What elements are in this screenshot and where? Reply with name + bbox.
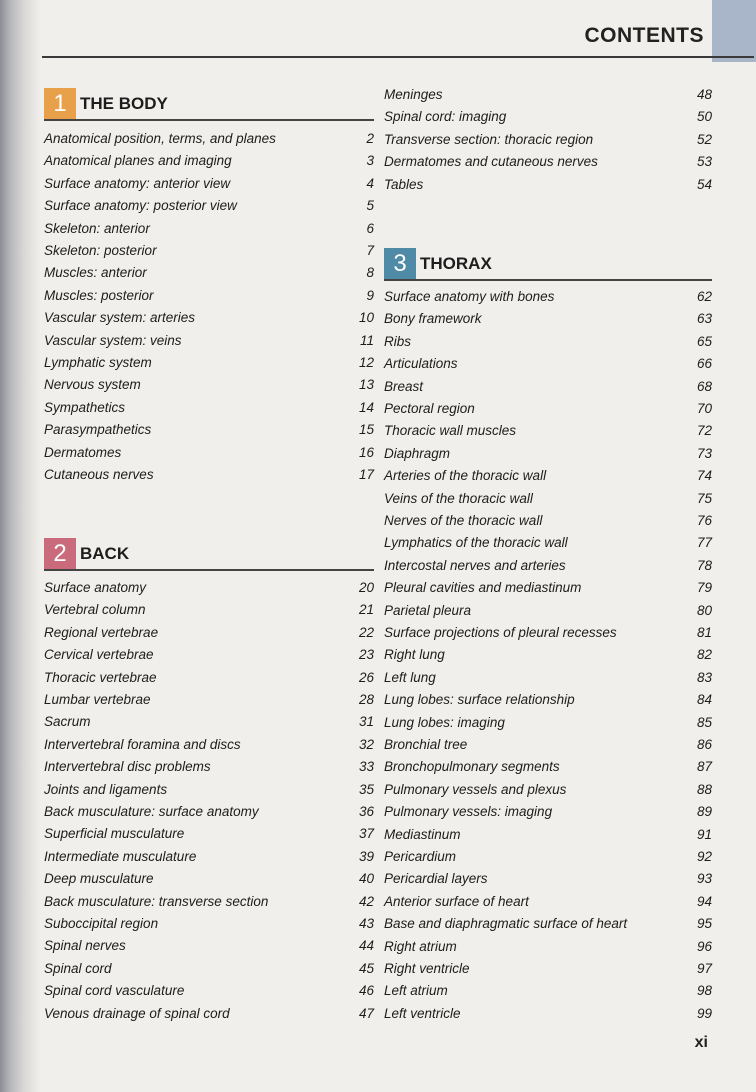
toc-entry[interactable] xyxy=(384,354,712,374)
toc-entry-page: 10 xyxy=(358,310,374,326)
section-header-thorax xyxy=(384,248,712,280)
toc-entry-page: 86 xyxy=(696,737,712,752)
toc-entry-title: Deep musculature xyxy=(44,871,154,887)
toc-entry-title: Nerves of the thoracic wall xyxy=(384,513,543,528)
toc-entry[interactable] xyxy=(384,578,712,598)
toc-entry-title: Muscles: posterior xyxy=(44,287,154,303)
toc-entry-title: Right ventricle xyxy=(384,961,470,976)
toc-entry[interactable] xyxy=(44,443,374,463)
toc-entry-title: Back musculature: surface anatomy xyxy=(44,804,259,819)
toc-entry[interactable] xyxy=(384,959,712,979)
toc-entry[interactable] xyxy=(384,130,712,150)
toc-entry-page: 78 xyxy=(696,557,712,573)
toc-entry[interactable] xyxy=(44,331,374,351)
toc-entry-page: 3 xyxy=(366,153,374,169)
toc-entry-title: Articulations xyxy=(384,356,458,372)
page-binding-shadow xyxy=(0,0,40,1092)
toc-entry-title: Surface projections of pleural recesses xyxy=(384,625,617,640)
toc-entry-title: Skeleton: anterior xyxy=(44,220,150,236)
toc-entry[interactable] xyxy=(44,308,374,328)
toc-entry[interactable] xyxy=(44,668,374,688)
toc-entry-title: Vascular system: veins xyxy=(44,332,182,348)
toc-entry-title: Thoracic vertebrae xyxy=(44,669,157,685)
toc-entry-title: Lymphatic system xyxy=(44,355,152,370)
toc-entry-title: Parasympathetics xyxy=(44,422,152,438)
section-number: 3 xyxy=(384,248,416,280)
toc-entry-title: Anatomical planes and imaging xyxy=(44,153,232,169)
toc-entry[interactable] xyxy=(44,353,374,373)
toc-entry-page: 52 xyxy=(696,131,712,147)
toc-entry[interactable] xyxy=(384,332,712,352)
toc-entry-page: 44 xyxy=(358,938,374,954)
right-column xyxy=(384,0,712,1092)
toc-entry[interactable] xyxy=(44,420,374,440)
toc-entry-page: 23 xyxy=(358,647,374,663)
toc-entry-title: Spinal nerves xyxy=(44,938,126,954)
toc-entry-page: 35 xyxy=(358,781,374,797)
toc-entry-page: 81 xyxy=(696,625,712,640)
toc-entry-page: 79 xyxy=(696,580,712,596)
section-header-back xyxy=(44,538,374,570)
toc-entry-page: 43 xyxy=(358,916,374,931)
toc-entry-page: 26 xyxy=(358,669,374,685)
toc-entry-title: Mediastinum xyxy=(384,826,461,842)
toc-entry[interactable] xyxy=(384,847,712,867)
toc-entry-page: 72 xyxy=(696,423,712,439)
section-rule xyxy=(44,119,374,121)
toc-entry-title: Pericardial layers xyxy=(384,871,488,887)
toc-entry-page: 94 xyxy=(696,893,712,909)
toc-entry[interactable] xyxy=(384,377,712,397)
toc-entry-page: 91 xyxy=(696,826,712,842)
toc-entry-title: Veins of the thoracic wall xyxy=(384,490,533,506)
toc-entry[interactable] xyxy=(384,511,712,531)
toc-entry-title: Breast xyxy=(384,378,424,394)
toc-entry[interactable] xyxy=(384,892,712,912)
toc-entry-title: Back musculature: transverse section xyxy=(44,893,269,909)
toc-entry[interactable] xyxy=(384,489,712,509)
toc-entry-title: Cutaneous nerves xyxy=(44,467,154,482)
toc-entry-page: 6 xyxy=(366,220,374,236)
toc-entry[interactable] xyxy=(44,465,374,485)
toc-entry-title: Lumbar vertebrae xyxy=(44,692,151,707)
toc-entry-title: Left lung xyxy=(384,669,436,685)
toc-entry[interactable] xyxy=(44,219,374,239)
toc-entry-title: Surface anatomy xyxy=(44,580,147,595)
toc-entry[interactable] xyxy=(384,645,712,665)
section-number: 2 xyxy=(44,538,76,570)
toc-entry-page: 46 xyxy=(358,983,374,999)
toc-entry-title: Dermatomes and cutaneous nerves xyxy=(384,154,598,170)
toc-entry-page: 80 xyxy=(696,602,712,618)
toc-entry-page: 83 xyxy=(696,669,712,685)
toc-entry[interactable] xyxy=(384,869,712,889)
toc-entry-title: Suboccipital region xyxy=(44,916,159,931)
toc-entry[interactable] xyxy=(384,690,712,710)
toc-entry-page: 95 xyxy=(696,916,712,932)
toc-entry-page: 33 xyxy=(358,759,374,775)
toc-entry[interactable] xyxy=(44,735,374,755)
toc-entry[interactable] xyxy=(384,533,712,553)
toc-entry-page: 32 xyxy=(358,736,374,752)
toc-entry-title: Joints and ligaments xyxy=(44,781,168,797)
toc-entry[interactable] xyxy=(44,600,374,620)
toc-entry-title: Right lung xyxy=(384,647,445,663)
toc-entry[interactable] xyxy=(44,1004,374,1024)
toc-entry-title: Pectoral region xyxy=(384,401,475,416)
toc-entry-page: 47 xyxy=(358,1005,374,1021)
toc-entry-title: Bronchial tree xyxy=(384,737,468,752)
toc-entry-page: 20 xyxy=(358,580,374,595)
toc-entry-page: 31 xyxy=(358,714,374,730)
toc-entry[interactable] xyxy=(44,623,374,643)
toc-entry-page: 66 xyxy=(696,356,712,372)
toc-entry-title: Bony framework xyxy=(384,311,482,327)
toc-entry-page: 37 xyxy=(358,826,374,842)
toc-entry[interactable] xyxy=(44,869,374,889)
toc-entry-title: Lung lobes: imaging xyxy=(384,714,505,730)
toc-entry[interactable] xyxy=(384,287,712,307)
section-rule xyxy=(44,569,374,571)
toc-entry[interactable] xyxy=(384,601,712,621)
toc-entry-page: 92 xyxy=(696,849,712,864)
toc-entry[interactable] xyxy=(384,107,712,127)
toc-entry[interactable] xyxy=(44,757,374,777)
section-number: 1 xyxy=(44,88,76,120)
toc-entry-title: Intercostal nerves and arteries xyxy=(384,557,566,573)
toc-entry-title: Parietal pleura xyxy=(384,602,472,618)
toc-entry-title: Pulmonary vessels: imaging xyxy=(384,804,553,820)
toc-entry-page: 53 xyxy=(696,154,712,170)
section-title: THORAX xyxy=(420,254,492,273)
toc-entry-page: 5 xyxy=(366,198,374,214)
toc-entry[interactable] xyxy=(384,175,712,195)
toc-entry-page: 12 xyxy=(358,355,374,370)
toc-entry[interactable] xyxy=(44,174,374,194)
toc-entry-page: 22 xyxy=(358,624,374,640)
toc-entry[interactable] xyxy=(384,937,712,957)
toc-entry[interactable] xyxy=(44,959,374,979)
toc-entry-page: 75 xyxy=(696,490,712,506)
toc-entry-page: 48 xyxy=(696,87,712,102)
toc-entry-page: 82 xyxy=(696,647,712,663)
toc-entry[interactable] xyxy=(384,1004,712,1024)
toc-entry-title: Arteries of the thoracic wall xyxy=(384,468,547,484)
toc-entry-page: 85 xyxy=(696,714,712,730)
toc-entry-title: Diaphragm xyxy=(384,445,451,461)
toc-entry[interactable] xyxy=(44,129,374,149)
toc-entry[interactable] xyxy=(384,444,712,464)
toc-entry-title: Regional vertebrae xyxy=(44,624,159,640)
toc-entry-page: 89 xyxy=(696,804,712,820)
toc-entry[interactable] xyxy=(384,914,712,934)
toc-entry-page: 9 xyxy=(366,287,374,303)
toc-entry-page: 50 xyxy=(696,109,712,125)
toc-entry-page: 77 xyxy=(696,535,712,551)
section-header-body xyxy=(44,88,374,120)
toc-entry-title: Cervical vertebrae xyxy=(44,647,154,663)
toc-entry-page: 87 xyxy=(696,759,712,775)
toc-entry-title: Anterior surface of heart xyxy=(384,893,529,909)
toc-entry-page: 96 xyxy=(696,938,712,954)
toc-entry[interactable] xyxy=(384,152,712,172)
toc-entry-title: Superficial musculature xyxy=(44,826,185,842)
toc-entry[interactable] xyxy=(384,825,712,845)
page-number: xi xyxy=(694,1034,708,1051)
toc-entry-title: Vertebral column xyxy=(44,602,146,618)
corner-tab xyxy=(712,0,756,62)
toc-entry[interactable] xyxy=(384,85,712,105)
toc-entry[interactable] xyxy=(44,151,374,171)
section-title: BACK xyxy=(80,544,130,563)
toc-entry[interactable] xyxy=(44,802,374,822)
toc-entry[interactable] xyxy=(384,623,712,643)
toc-entry-title: Spinal cord xyxy=(44,960,112,976)
toc-entry-page: 13 xyxy=(358,377,374,393)
toc-entry-title: Sacrum xyxy=(44,714,91,730)
toc-entry-title: Bronchopulmonary segments xyxy=(384,759,560,775)
toc-entry[interactable] xyxy=(44,780,374,800)
toc-entry-page: 97 xyxy=(696,961,712,976)
toc-entry-page: 15 xyxy=(358,422,374,438)
toc-entry-page: 45 xyxy=(358,960,374,976)
toc-entry[interactable] xyxy=(44,824,374,844)
toc-entry-page: 62 xyxy=(696,289,712,304)
toc-entry[interactable] xyxy=(44,981,374,1001)
toc-entry[interactable] xyxy=(384,981,712,1001)
toc-entry[interactable] xyxy=(384,399,712,419)
toc-entry[interactable] xyxy=(384,421,712,441)
toc-entry[interactable] xyxy=(44,375,374,395)
toc-entry-page: 88 xyxy=(696,781,712,797)
toc-entry-page: 40 xyxy=(358,871,374,887)
toc-entry-page: 42 xyxy=(358,893,374,909)
toc-entry-page: 63 xyxy=(696,311,712,327)
toc-entry-page: 21 xyxy=(358,602,374,618)
toc-entry-page: 14 xyxy=(358,399,374,415)
toc-entry-page: 70 xyxy=(696,401,712,416)
toc-entry-title: Meninges xyxy=(384,87,443,102)
toc-entry-title: Intermediate musculature xyxy=(44,848,197,864)
toc-entry[interactable] xyxy=(384,309,712,329)
toc-entry-title: Sympathetics xyxy=(44,399,126,415)
toc-entry-title: Left atrium xyxy=(384,983,448,999)
toc-entry-title: Venous drainage of spinal cord xyxy=(44,1005,230,1021)
toc-entry-page: 68 xyxy=(696,378,712,394)
toc-entry-page: 11 xyxy=(359,332,374,348)
toc-entry-title: Base and diaphragmatic surface of heart xyxy=(384,916,628,932)
toc-entry-title: Ribs xyxy=(384,333,412,349)
toc-entry-title: Dermatomes xyxy=(44,444,122,460)
toc-entry-page: 7 xyxy=(366,243,374,258)
toc-entry-page: 2 xyxy=(366,131,374,146)
toc-entry-title: Surface anatomy: anterior view xyxy=(44,175,231,191)
toc-entry-title: Pulmonary vessels and plexus xyxy=(384,781,567,797)
toc-entry-page: 4 xyxy=(366,175,374,191)
toc-entry-title: Intervertebral foramina and discs xyxy=(44,736,241,752)
toc-entry-title: Tables xyxy=(384,176,424,192)
toc-entry-title: Spinal cord: imaging xyxy=(384,109,507,125)
toc-entry[interactable] xyxy=(44,286,374,306)
toc-entry-page: 65 xyxy=(696,333,712,349)
toc-entry-title: Thoracic wall muscles xyxy=(384,423,517,439)
toc-entry[interactable] xyxy=(384,466,712,486)
toc-entry-page: 76 xyxy=(696,513,712,528)
toc-entry[interactable] xyxy=(44,847,374,867)
toc-entry-page: 16 xyxy=(358,444,374,460)
toc-entry-page: 73 xyxy=(696,445,712,461)
toc-entry-title: Surface anatomy with bones xyxy=(384,289,555,304)
toc-entry-title: Lung lobes: surface relationship xyxy=(384,692,575,708)
toc-entry[interactable] xyxy=(44,645,374,665)
toc-entry-page: 99 xyxy=(696,1005,712,1021)
toc-entry-title: Skeleton: posterior xyxy=(44,243,157,258)
toc-entry-page: 36 xyxy=(358,804,374,819)
toc-entry[interactable] xyxy=(384,713,712,733)
toc-entry[interactable] xyxy=(384,802,712,822)
toc-entry[interactable] xyxy=(384,556,712,576)
toc-entry[interactable] xyxy=(384,735,712,755)
toc-entry[interactable] xyxy=(44,712,374,732)
toc-entry-page: 98 xyxy=(696,983,712,999)
toc-entry-title: Nervous system xyxy=(44,377,141,393)
toc-entry-title: Lymphatics of the thoracic wall xyxy=(384,535,568,551)
toc-entry-page: 8 xyxy=(366,265,374,281)
toc-entry-title: Spinal cord vasculature xyxy=(44,983,185,999)
section-title: THE BODY xyxy=(80,94,168,113)
toc-entry-page: 74 xyxy=(696,468,712,484)
toc-entry-title: Left ventricle xyxy=(384,1005,461,1021)
toc-entry-title: Muscles: anterior xyxy=(44,265,147,281)
toc-entry-title: Surface anatomy: posterior view xyxy=(44,198,237,214)
toc-entry-page: 28 xyxy=(358,692,374,707)
toc-entry-title: Intervertebral disc problems xyxy=(44,759,211,775)
toc-entry[interactable] xyxy=(44,936,374,956)
toc-entry-page: 93 xyxy=(696,871,712,887)
toc-entry[interactable] xyxy=(384,780,712,800)
toc-entry[interactable] xyxy=(44,398,374,418)
section-rule xyxy=(384,279,712,281)
toc-entry-title: Pericardium xyxy=(384,849,457,864)
toc-entry-title: Vascular system: arteries xyxy=(44,310,196,326)
toc-entry[interactable] xyxy=(44,578,374,598)
toc-entry[interactable] xyxy=(44,196,374,216)
toc-entry[interactable] xyxy=(44,914,374,934)
toc-entry[interactable] xyxy=(384,757,712,777)
toc-entry-page: 84 xyxy=(696,692,712,708)
toc-entry-title: Anatomical position, terms, and planes xyxy=(44,131,276,146)
toc-entry[interactable] xyxy=(384,668,712,688)
toc-entry-title: Right atrium xyxy=(384,938,457,954)
toc-entry-page: 17 xyxy=(358,467,374,482)
toc-entry[interactable] xyxy=(44,241,374,261)
toc-entry-title: Transverse section: thoracic region xyxy=(384,131,594,147)
page-title: CONTENTS xyxy=(584,24,704,47)
toc-entry[interactable] xyxy=(44,892,374,912)
toc-entry-title: Pleural cavities and mediastinum xyxy=(384,580,582,596)
toc-entry-page: 54 xyxy=(696,176,712,192)
left-column xyxy=(44,0,374,1092)
toc-entry-page: 39 xyxy=(358,848,374,864)
toc-entry[interactable] xyxy=(44,263,374,283)
toc-entry[interactable] xyxy=(44,690,374,710)
